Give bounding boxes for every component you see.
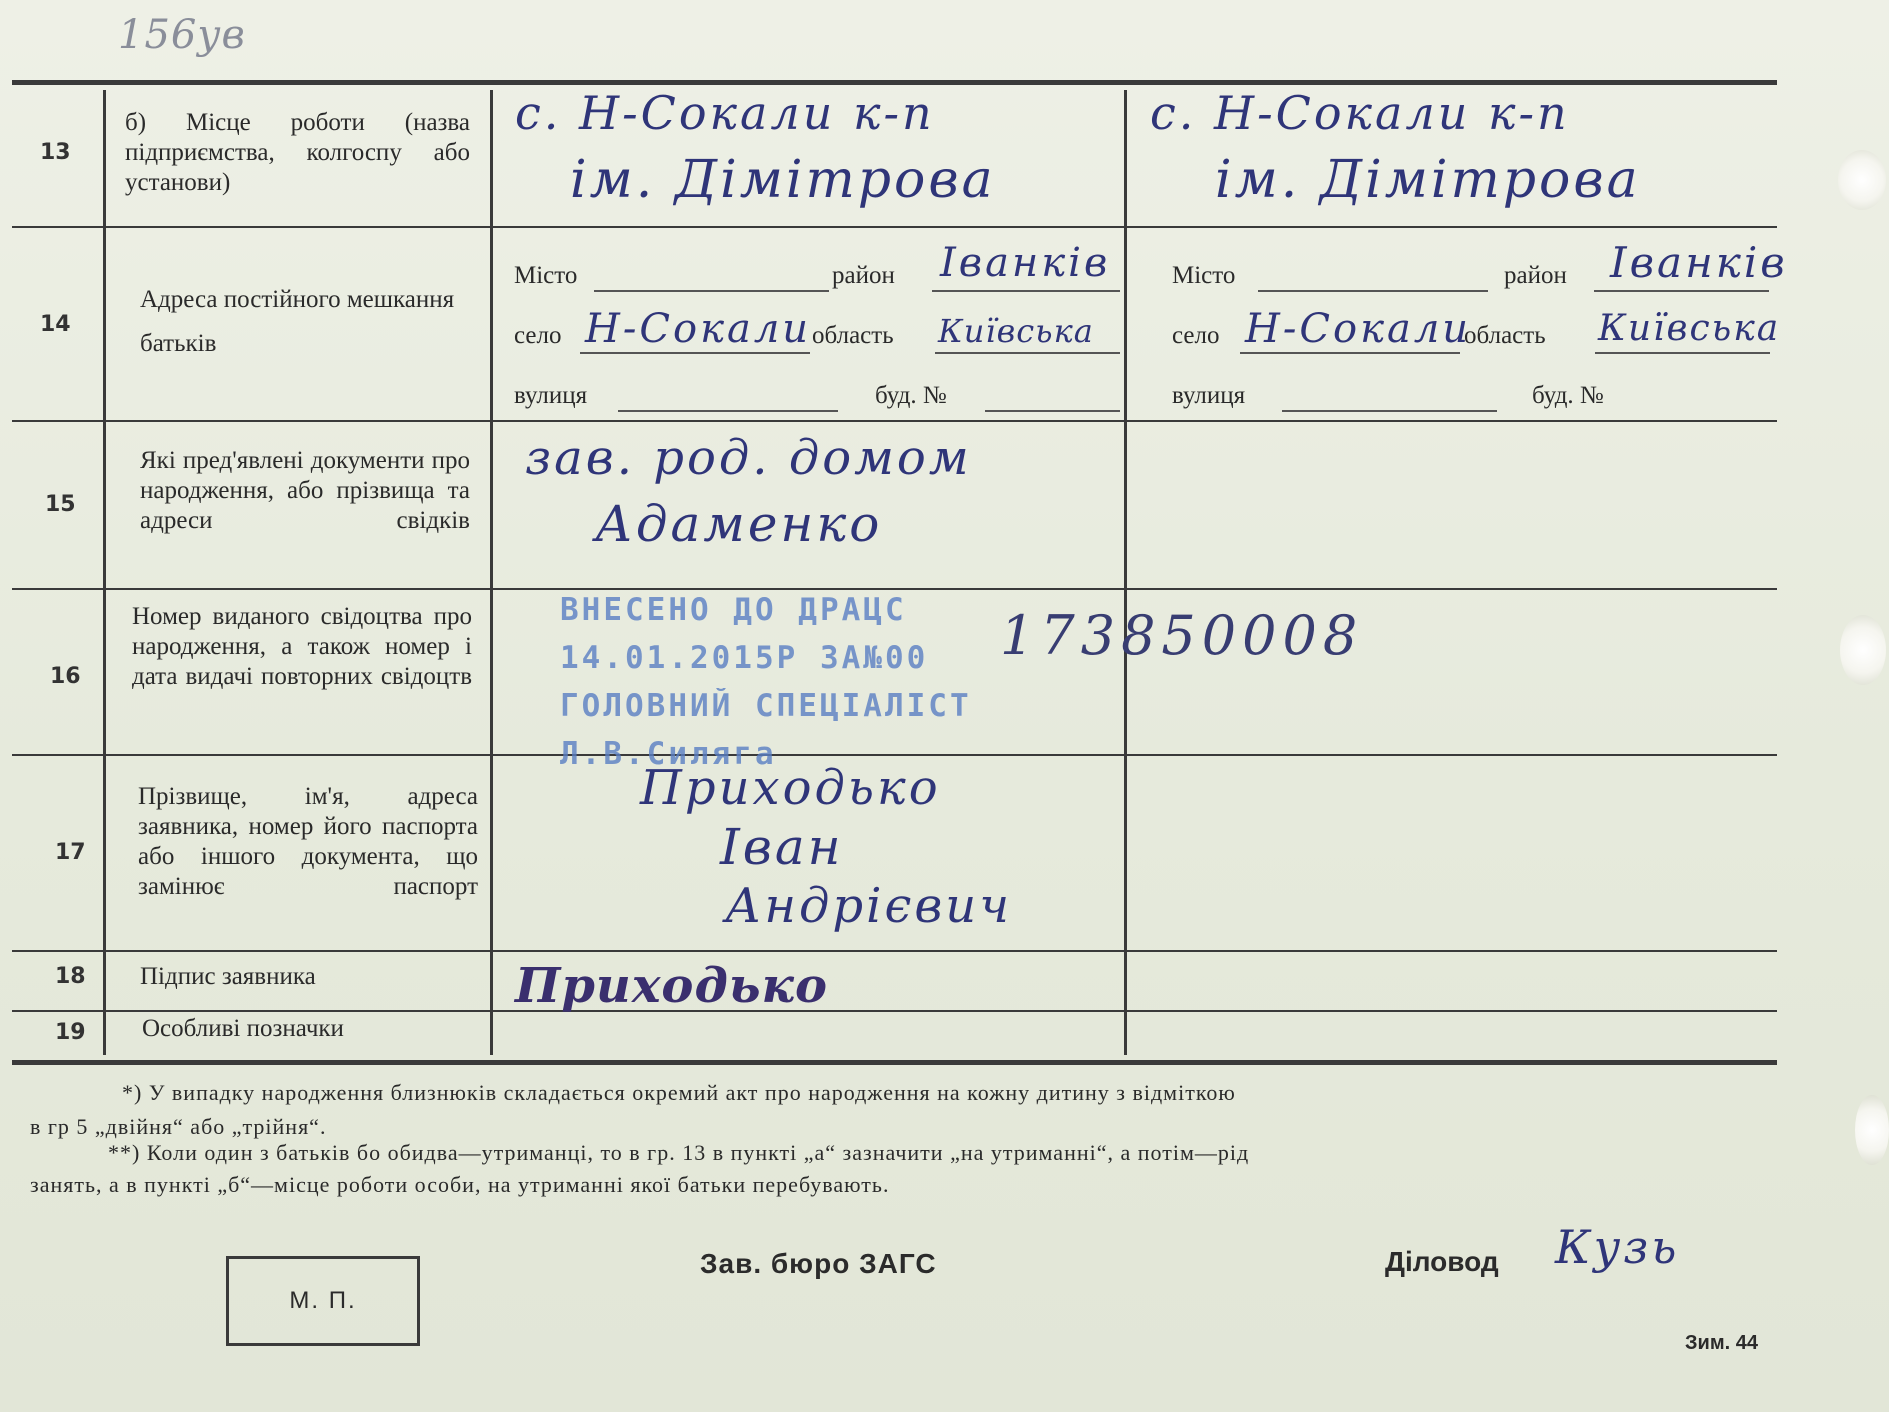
row-label-address: Адреса постійного мешкання батьків bbox=[140, 286, 455, 357]
row-label-workplace: б) Місце роботи (назва підприємства, колгоспу або установи) bbox=[125, 109, 470, 196]
workplace-col1-line1: с. Н-Сокали к-п bbox=[515, 86, 935, 140]
applicant-patronymic: Андрієвич bbox=[725, 878, 1013, 934]
certificate-number: 173850008 bbox=[1000, 604, 1364, 667]
col-divider-label bbox=[490, 90, 493, 1055]
row-number-15: 15 bbox=[45, 492, 76, 517]
footnote-1-line1: *) У випадку народження близнюків складається окремий акт про народження на кожну дитину з відміткою bbox=[122, 1080, 1236, 1105]
village-value-col2: Н-Сокали bbox=[1245, 306, 1472, 352]
punch-hole bbox=[1855, 1095, 1889, 1165]
clerk-title: Діловод bbox=[1385, 1246, 1499, 1277]
village-line-col2 bbox=[1240, 352, 1460, 354]
city-line-col2 bbox=[1258, 290, 1488, 292]
header-annotation: 156ув bbox=[118, 12, 246, 58]
registry-stamp-line1: ВНЕСЕНО ДО ДРАЦС bbox=[560, 592, 907, 628]
row-label-applicant: Прізвище, ім'я, адреса заявника, номер його паспорта або іншого документа, що замінює паспорт bbox=[138, 783, 478, 900]
registry-stamp-line2: 14.01.2015Р ЗА№00 bbox=[560, 640, 929, 676]
street-label-col2: вулиця bbox=[1172, 382, 1246, 409]
row-label-documents: Які пред'явлені документи про народження, або прізвища та адреси свідків bbox=[140, 447, 470, 534]
row-label-signature: Підпис заявника bbox=[140, 963, 316, 990]
col-divider-father-mother bbox=[1124, 90, 1127, 1055]
applicant-surname: Приходько bbox=[640, 760, 941, 816]
punch-hole bbox=[1840, 615, 1886, 685]
region-value-col1: Київська bbox=[938, 312, 1094, 350]
region-line-col1 bbox=[935, 352, 1120, 354]
district-label-col2: район bbox=[1504, 262, 1567, 289]
seal-label: М. П. bbox=[289, 1287, 357, 1314]
region-value-col2: Київська bbox=[1598, 308, 1781, 349]
city-label-col1: Місто bbox=[514, 262, 578, 289]
street-label-col1: вулиця bbox=[514, 382, 588, 409]
region-label-col1: область bbox=[812, 322, 894, 349]
district-line-col1 bbox=[932, 290, 1120, 292]
applicant-signature: Приходько bbox=[515, 958, 828, 1014]
registry-stamp-line3: ГОЛОВНИЙ СПЕЦІАЛІСТ bbox=[560, 688, 972, 724]
village-label-col1: село bbox=[514, 322, 562, 349]
bureau-head-title: Зав. бюро ЗАГС bbox=[700, 1248, 937, 1279]
row-number-19: 19 bbox=[55, 1020, 86, 1045]
row-divider bbox=[12, 950, 1777, 952]
registry-stamp-line4: Л.В.Силяга bbox=[560, 736, 777, 772]
form-code: Зим. 44 bbox=[1685, 1332, 1758, 1354]
row-divider bbox=[12, 420, 1777, 422]
row-divider bbox=[12, 588, 1777, 590]
row-number-13: 13 bbox=[40, 140, 71, 165]
village-line-col1 bbox=[580, 352, 810, 354]
clerk-signature: Кузь bbox=[1555, 1220, 1680, 1274]
footnote-1-line2: в гр 5 „двійня“ або „трійня“. bbox=[30, 1114, 327, 1139]
punch-hole bbox=[1838, 150, 1886, 210]
table-bottom-rule bbox=[12, 1060, 1777, 1065]
row-label-certificate: Номер виданого свідоцтва про народження, а також номер і дата видачі повторних свідоцтв bbox=[132, 603, 472, 690]
workplace-col2-line2: ім. Дімітрова bbox=[1215, 150, 1641, 210]
documents-line1: зав. род. домом bbox=[525, 430, 972, 486]
row-divider bbox=[12, 754, 1777, 756]
row-number-16: 16 bbox=[50, 664, 81, 689]
village-value-col1: Н-Сокали bbox=[585, 306, 812, 352]
street-line-col1 bbox=[618, 410, 838, 412]
row-number-17: 17 bbox=[55, 840, 86, 865]
city-line-col1 bbox=[594, 290, 829, 292]
region-label-col2: область bbox=[1464, 322, 1546, 349]
house-label-col1: буд. № bbox=[875, 382, 947, 409]
footnote-2-line2: занять, а в пункті „б“—місце роботи особи, на утриманні якої батьки перебувають. bbox=[30, 1172, 890, 1197]
city-label-col2: Місто bbox=[1172, 262, 1236, 289]
row-label-special-notes: Особливі позначки bbox=[142, 1015, 344, 1042]
workplace-col1-line2: ім. Дімітрова bbox=[570, 150, 996, 210]
row-number-14: 14 bbox=[40, 312, 71, 337]
district-value-col1: Іванків bbox=[940, 240, 1111, 286]
region-line-col2 bbox=[1595, 352, 1770, 354]
col-divider-number bbox=[103, 90, 106, 1055]
table-top-rule bbox=[12, 80, 1777, 85]
street-line-col2 bbox=[1282, 410, 1497, 412]
house-label-col2: буд. № bbox=[1532, 382, 1604, 409]
district-label-col1: район bbox=[832, 262, 895, 289]
row-divider bbox=[12, 1010, 1777, 1012]
house-line-col1 bbox=[985, 410, 1120, 412]
footnote-2-line1: **) Коли один з батьків бо обидва—утриманці, то в гр. 13 в пункті „а“ зазначити „на утриманні“, а потім—рід bbox=[108, 1140, 1250, 1165]
row-number-18: 18 bbox=[55, 964, 86, 989]
district-line-col2 bbox=[1594, 290, 1769, 292]
workplace-col2-line1: с. Н-Сокали к-п bbox=[1150, 86, 1570, 140]
applicant-first-name: Іван bbox=[720, 818, 844, 876]
row-divider bbox=[12, 226, 1777, 228]
documents-line2: Адаменко bbox=[595, 495, 883, 553]
district-value-col2: Іванків bbox=[1610, 238, 1788, 287]
seal-box bbox=[226, 1256, 420, 1346]
village-label-col2: село bbox=[1172, 322, 1220, 349]
